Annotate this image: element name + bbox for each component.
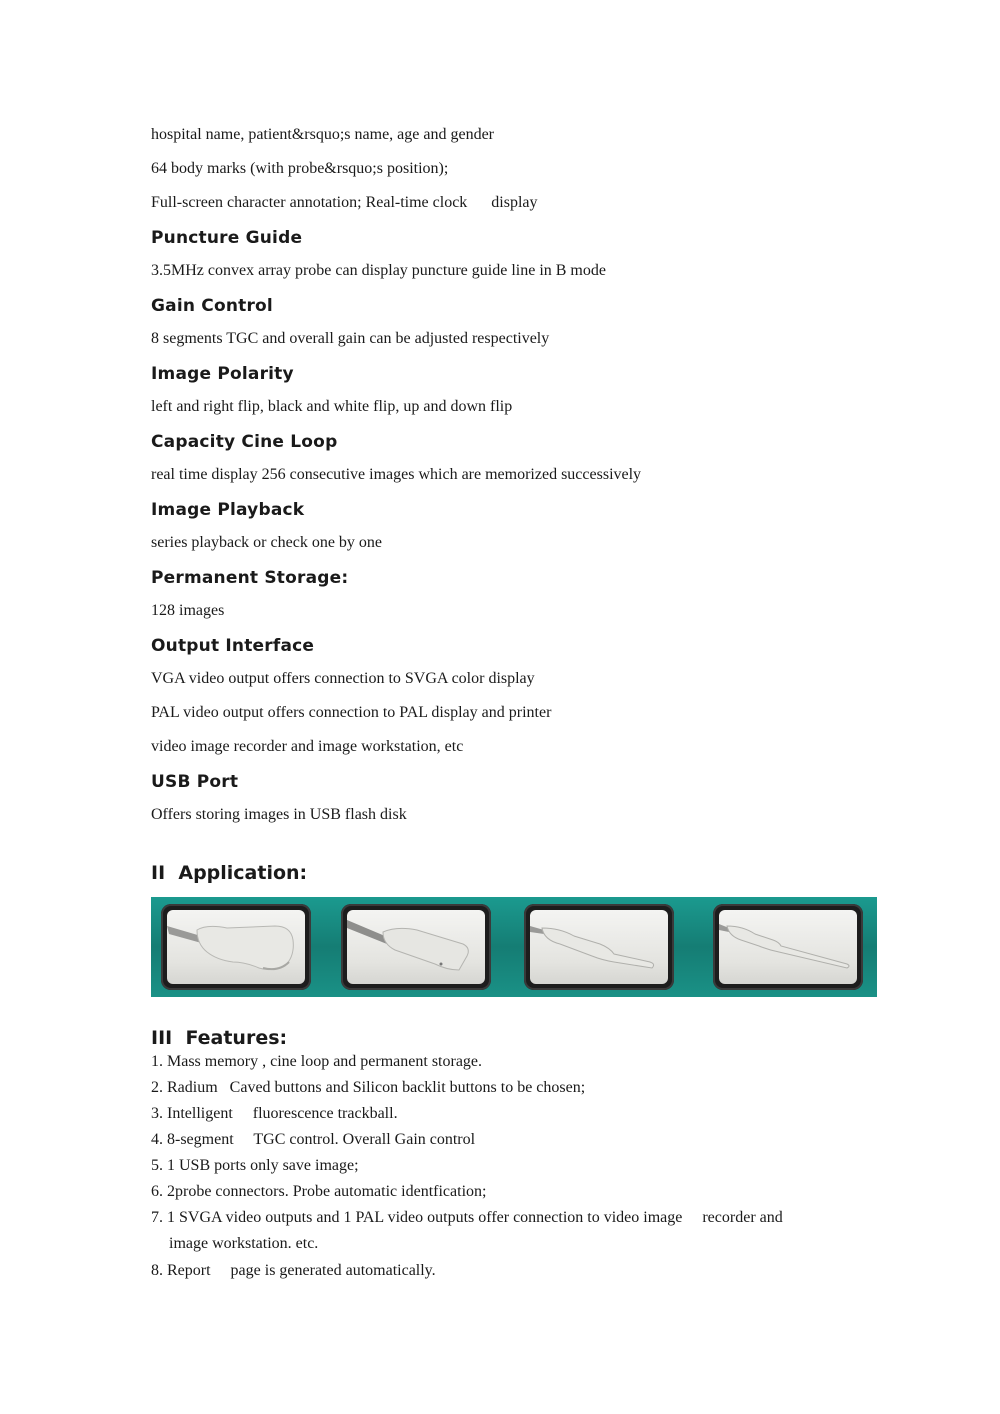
spec-heading: Capacity Cine Loop — [151, 432, 338, 452]
list-item: 2. Radium Caved buttons and Silicon backlit buttons to be chosen; — [151, 1079, 586, 1096]
spec-sections — [151, 228, 891, 840]
spec-heading: Permanent Storage: — [151, 568, 349, 588]
spec-heading: Image Polarity — [151, 364, 294, 384]
list-item: 6. 2probe connectors. Probe automatic identfication; — [151, 1183, 487, 1200]
list-item: 4. 8-segment TGC control. Overall Gain control — [151, 1131, 476, 1148]
spec-heading: Output Interface — [151, 636, 315, 656]
linear-probe-icon — [341, 904, 491, 990]
spec-line: left and right flip, black and white flip, up and down flip — [151, 398, 513, 415]
transrectal-probe-icon — [713, 904, 863, 990]
spec-line: series playback or check one by one — [151, 534, 383, 551]
intro-line: Full-screen character annotation; Real-time clock display — [151, 194, 538, 211]
intro-block — [151, 126, 891, 228]
convex-probe-icon — [161, 904, 311, 990]
spec-line: 8 segments TGC and overall gain can be adjusted respectively — [151, 330, 550, 347]
spec-heading: Image Playback — [151, 500, 305, 520]
transvaginal-probe-icon — [524, 904, 674, 990]
list-item: 8. Report page is generated automatically. — [151, 1262, 436, 1279]
intro-line: hospital name, patient&rsquo;s name, age and gender — [151, 126, 495, 143]
document-page — [151, 126, 891, 1288]
spec-line: video image recorder and image workstation, etc — [151, 738, 464, 755]
spec-heading: Gain Control — [151, 296, 273, 316]
spec-line: VGA video output offers connection to SVGA color display — [151, 670, 535, 687]
intro-line: 64 body marks (with probe&rsquo;s position); — [151, 160, 449, 177]
features-title: III Features: — [151, 1027, 288, 1049]
list-item: 5. 1 USB ports only save image; — [151, 1157, 359, 1174]
spec-heading: USB Port — [151, 772, 239, 792]
spec-line: real time display 256 consecutive images which are memorized successively — [151, 466, 642, 483]
features-list — [151, 1053, 891, 1288]
list-item: 1. Mass memory , cine loop and permanent storage. — [151, 1053, 483, 1070]
spec-line: 128 images — [151, 602, 225, 619]
spec-line: Offers storing images in USB flash disk — [151, 806, 407, 823]
list-item-continuation: image workstation. etc. — [169, 1235, 319, 1252]
list-item: 3. Intelligent fluorescence trackball. — [151, 1105, 398, 1122]
spec-line: PAL video output offers connection to PAL display and printer — [151, 704, 552, 721]
spec-line: 3.5MHz convex array probe can display puncture guide line in B mode — [151, 262, 606, 279]
spec-heading: Puncture Guide — [151, 228, 303, 248]
list-item: 7. 1 SVGA video outputs and 1 PAL video outputs offer connection to video image recorder and — [151, 1209, 783, 1226]
application-title: II Application: — [151, 862, 308, 884]
probe-image-strip — [151, 897, 877, 997]
